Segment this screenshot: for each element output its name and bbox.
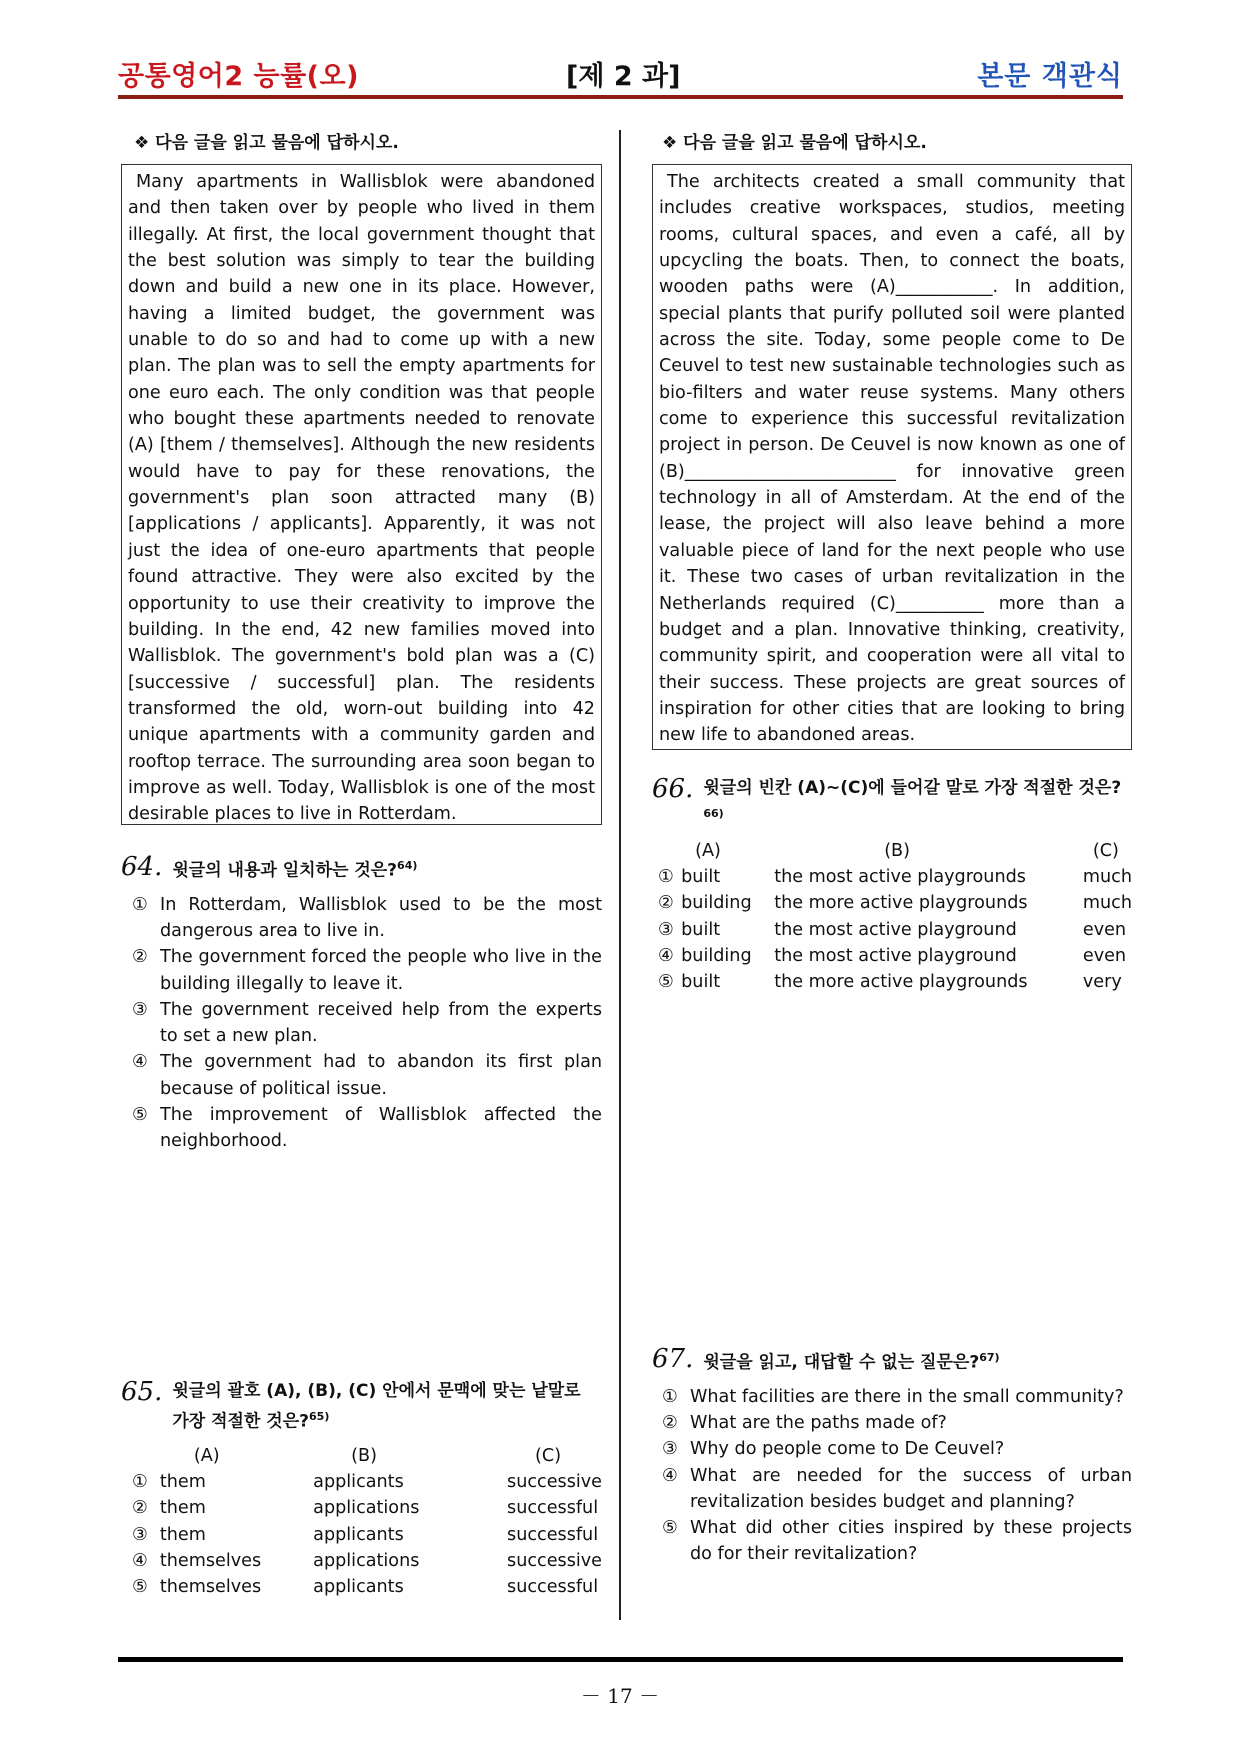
question-65-text: 윗글의 괄호 (A), (B), (C) 안에서 문맥에 맞는 낱말로 가장 적절한 것은? [172,1381,581,1432]
choice-c: successive [507,1471,602,1492]
option-text: What did other cities inspired by these projects do for their revitalization? [690,1518,1132,1565]
choice-b: the more active playgrounds [774,893,1028,914]
choice-a: built [681,866,721,887]
option-mark: ③ [658,919,674,940]
option-text: The government received help from the experts to set a new plan. [160,999,602,1047]
question-65-choices [132,1443,602,1601]
column-divider [619,130,621,1620]
question-66-number: 66. [652,774,694,804]
choice-b: applicants [313,1524,404,1545]
question-65 [121,1378,602,1600]
option-5[interactable] [132,1102,602,1155]
option-2[interactable] [132,944,602,997]
column-header-c: (C) [535,1445,562,1466]
question-66-ref: 66) [703,807,724,820]
question-64-number: 64. [121,852,163,882]
choice-b: the most active playgrounds [774,866,1026,887]
option-2[interactable] [662,1410,1132,1436]
choice-c: much [1082,893,1132,914]
question-67-options [652,1384,1132,1568]
left-passage-text: Many apartments in Wallisblok were abandoned and then taken over by people who lived in them illegally. At first, the local government thought that the best solution was simply to tear the building down and build a new one in its place. However, having a limited budget, the government was unable to do so and had to come up with a new plan. The plan was to sell the empty apartments for one euro each. The only condition was that people who bought these apartments needed to renovate (A) [them / themselves]. Although the new residents would have to pay for these renovations, the government's plan soon attracted many (B) [applications / applicants]. Apparently, it was not just the idea of one-euro apartments that people found attractive. They were also excited by the opportunity to use their creativity to improve the building. In the end, 42 new families moved into Wallisblok. The government's bold plan was a (C) [successive / successful] plan. The residents transformed the old, worn-out building into 42 unique apartments with a community garden and rooftop terrace. The surrounding area soon began to improve as well. Today, Wallisblok is one of the most desirable places to live in Rotterdam. [128,172,595,825]
option-4[interactable] [132,1049,602,1102]
choice-b: the most active playground [774,945,1017,966]
choice-row-4[interactable] [658,943,1132,969]
question-67-text: 윗글을 읽고, 대답할 수 없는 질문은? [703,1352,980,1373]
choice-c: successive [507,1550,602,1571]
choice-c: even [1082,919,1127,940]
choice-b: applications [313,1550,420,1571]
option-3[interactable] [662,1436,1132,1462]
choice-a: them [159,1498,206,1519]
choice-row-1[interactable] [658,864,1132,890]
option-mark: ④ [132,1052,148,1073]
question-65-header [121,1378,602,1435]
choice-row-3[interactable] [658,917,1132,943]
choice-c: successful [507,1524,599,1545]
question-64-ref: 64) [397,859,418,872]
choice-a: them [159,1471,206,1492]
choice-row-4[interactable] [132,1548,602,1574]
choice-b: the most active playground [774,919,1017,940]
question-67-header [652,1345,1132,1376]
choice-row-2[interactable] [132,1495,602,1521]
option-text: What facilities are there in the small community? [690,1386,1124,1407]
right-instruction: ❖ 다음 글을 읽고 물음에 답하시오. [662,133,927,153]
choice-c: much [1082,866,1132,887]
option-mark: ① [662,1386,678,1407]
choice-row-2[interactable] [658,890,1132,916]
choice-a: them [159,1524,206,1545]
choice-row-3[interactable] [132,1522,602,1548]
section-label: 본문 객관식 [977,61,1123,92]
column-header-a: (A) [193,1445,220,1466]
option-text: In Rotterdam, Wallisblok used to be the most dangerous area to live in. [160,894,602,941]
option-4[interactable] [662,1463,1132,1516]
column-header-c: (C) [1092,840,1119,861]
option-mark: ⑤ [662,1518,678,1539]
option-mark: ⑤ [658,972,674,993]
option-mark: ② [132,1498,148,1519]
page-header [118,50,1123,96]
option-3[interactable] [132,997,602,1050]
option-mark: ⑤ [132,1577,148,1598]
choice-a: built [681,919,721,940]
choices-header-row [658,838,1132,864]
option-mark: ③ [662,1439,678,1460]
column-header-b: (B) [351,1445,377,1466]
option-1[interactable] [662,1384,1132,1410]
choice-row-5[interactable] [132,1574,602,1600]
option-mark: ① [658,866,674,887]
question-67-number: 67. [652,1344,694,1374]
option-mark: ② [132,947,148,968]
choice-row-1[interactable] [132,1469,602,1495]
left-instruction: ❖ 다음 글을 읽고 물음에 답하시오. [134,133,399,153]
choice-a: themselves [159,1577,262,1598]
choices-header-row [132,1443,602,1469]
page-number: － 17 － [580,1684,660,1708]
choice-b: applications [313,1498,420,1519]
question-64-options [121,892,602,1155]
option-mark: ② [662,1412,678,1433]
textbook-title: 공통영어2 능률(오) [118,61,359,92]
option-text: The government forced the people who live in the building illegally to leave it. [160,947,602,994]
choice-a: building [681,893,752,914]
lesson-label: [제 2 과] [566,61,681,92]
option-1[interactable] [132,892,602,945]
column-header-a: (A) [695,840,721,861]
question-65-ref: 65) [309,1410,330,1423]
question-66 [652,775,1132,995]
right-passage-box [652,164,1132,750]
option-mark: ③ [132,999,148,1020]
option-text: The government had to abandon its first plan because of political issue. [160,1052,602,1099]
left-passage-box [121,164,602,825]
choice-a: themselves [159,1550,262,1571]
option-5[interactable] [662,1515,1132,1568]
choice-c: successful [507,1498,599,1519]
question-64-header [121,853,602,884]
question-64 [121,853,602,1155]
option-mark: ④ [658,945,674,966]
choice-b: applicants [313,1471,404,1492]
choice-row-5[interactable] [658,969,1132,995]
option-mark: ① [132,894,148,915]
option-mark: ② [658,893,674,914]
choice-a: built [681,972,721,993]
question-67 [652,1345,1132,1568]
option-mark: ④ [132,1550,148,1571]
option-mark: ③ [132,1524,148,1545]
option-mark: ⑤ [132,1105,148,1126]
header-rule [118,95,1123,99]
option-mark: ① [132,1471,148,1492]
choice-b: applicants [313,1577,404,1598]
option-text: What are the paths made of? [690,1412,947,1433]
right-passage-text: The architects created a small community that includes creative workspaces, studios, meeting rooms, cultural spaces, and even a café, all by upcycling the boats. Then, to connect the boats, wooden paths were (A)___________. In addition, special plants that purify polluted soil were planted across the site. Today, some people come to De Ceuvel to test new sustainable technologies such as bio-filters and water reuse systems. Many others come to experience this successful revitalization project in person. De Ceuvel is now known as one of (B)________________________ for innovative green technology in all of Amsterdam. At the end of the lease, the project will also leave behind a more valuable piece of land for the next people who use it. These two cases of urban revitalization in the Netherlands required (C)__________ more than a budget and a plan. Innovative thinking, creativity, community spirit, and cooperation were all vital to their success. These projects are great sources of inspiration for other cities that are looking to bring new life to abandoned areas. [659,172,1125,746]
footer-rule [118,1657,1123,1662]
choice-b: the more active playgrounds [774,972,1028,993]
option-text: The improvement of Wallisblok affected the neighborhood. [160,1105,602,1152]
option-mark: ④ [662,1465,678,1486]
question-66-text: 윗글의 빈칸 (A)~(C)에 들어갈 말로 가장 적절한 것은? [703,778,1122,798]
question-66-header [652,775,1132,832]
option-text: What are needed for the success of urban revitalization besides budget and planning? [690,1465,1132,1512]
choice-a: building [681,945,752,966]
question-64-text: 윗글의 내용과 일치하는 것은? [172,860,398,881]
question-65-number: 65. [121,1377,163,1407]
option-text: Why do people come to De Ceuvel? [690,1439,1005,1460]
choice-c: successful [507,1577,599,1598]
column-header-b: (B) [884,840,910,861]
choice-c: very [1082,972,1122,993]
question-66-choices [658,838,1132,996]
choice-c: even [1082,945,1127,966]
question-67-ref: 67) [979,1351,1000,1364]
